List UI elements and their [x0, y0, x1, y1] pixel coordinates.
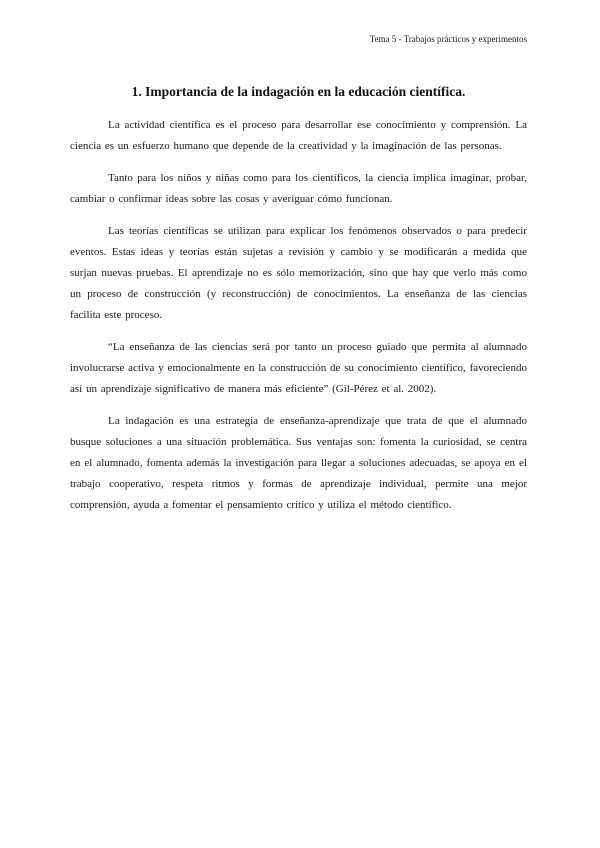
paragraph-5: La indagación es una estrategia de enseñanza-aprendizaje que trata de que el alumnado busque soluciones a una situación problemática. Sus ventajas son: fomenta la curiosidad, se centra en el alumnado, fomenta además la investigación para llegar a soluciones adecuadas, se apoya en el trabajo cooperativo, respeta ritmos y formas de aprendizaje individual, permite una mejor comprensión, ayuda a fomentar el pensamiento crítico y utiliza el método científico. [70, 415, 527, 511]
page-header: Tema 5 - Trabajos prácticos y experimentos [369, 34, 527, 44]
document-title: 1. Importancia de la indagación en la educación científica. [131, 84, 466, 99]
paragraph-4: “La enseñanza de las ciencias será por tanto un proceso guiado que permita al alumnado involucrarse activa y emocionalmente en la construcción de su conocimiento científico, favoreciendo así un aprendizaje significativo de manera más eficiente” (Gil-Pérez et al. 2002). [70, 341, 527, 395]
paragraph-1: La actividad científica es el proceso para desarrollar ese conocimiento y comprensión. La ciencia es un esfuerzo humano que depende de la creatividad y la imaginación de las personas. [70, 119, 527, 152]
document-body [70, 115, 527, 516]
paragraph-2: Tanto para los niños y niñas como para los científicos, la ciencia implica imaginar, probar, cambiar o confirmar ideas sobre las cosas y averiguar cómo funcionan. [70, 172, 527, 205]
paragraph-3: Las teorías científicas se utilizan para explicar los fenómenos observados o para predecir eventos. Estas ideas y teorías están sujetas a revisión y cambio y se modificarán a medida que surjan nuevas pruebas. El aprendizaje no es sólo memorización, sino que hay que verlo más como un proceso de construcción (y reconstrucción) de conocimientos. La enseñanza de las ciencias facilita este proceso. [70, 225, 527, 321]
